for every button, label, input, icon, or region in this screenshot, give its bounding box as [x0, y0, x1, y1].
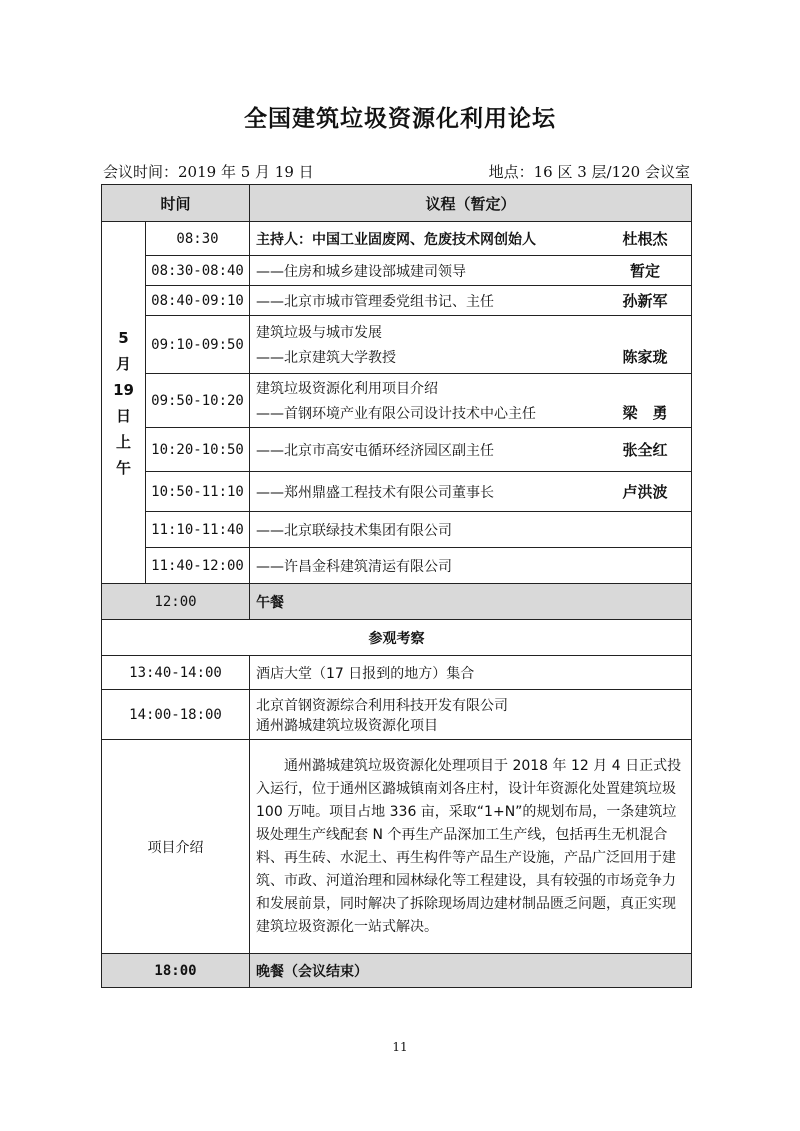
table-row — [102, 374, 692, 428]
visit-text: 通州潞城建筑垃圾资源化项目 — [256, 717, 439, 734]
row-agenda — [250, 428, 692, 472]
table-row — [102, 256, 692, 286]
row-text: ——北京联绿技术集团有限公司 — [256, 522, 453, 539]
visit-text: 酒店大堂（17 日报到的地方）集合 — [250, 656, 692, 690]
row-agenda — [250, 472, 692, 512]
header-agenda: 议程（暂定） — [250, 185, 692, 222]
header-time: 时间 — [102, 185, 250, 222]
day-label-part: 日 — [115, 406, 131, 425]
row-text: ——北京市城市管理委党组书记、主任 — [256, 293, 495, 310]
row-time: 11:10-11:40 — [146, 512, 250, 548]
row-person: 孙新军 — [622, 292, 668, 310]
row-text: ——北京建筑大学教授 — [256, 349, 397, 366]
dinner-time: 18:00 — [102, 954, 250, 988]
visit-text-cell — [250, 690, 692, 740]
intro-text: 通州潞城建筑垃圾资源化处理项目于 2018 年 12 月 4 日正式投入运行，位于通州区潞城镇南刘各庄村，设计年资源化处置建筑垃圾 100 万吨。项目占地 336 亩，采取“1+N”的规划布局，一条建筑垃圾处理生产线配套 N 个再生产品深加工生产线，包括再生无机混合料、再生砖、水泥土、再生构件等产品生产设施，产品广泛回用于建筑、市政、河道治理和园林绿化等工程建设，具有较强的市场竞争力和发展前景，同时解决了拆除现场周边建材制品匮乏问题，真正实现建筑垃圾资源化一站式解决。 — [250, 740, 692, 954]
table-row — [102, 316, 692, 374]
table-row — [102, 656, 692, 690]
document-title: 全国建筑垃圾资源化利用论坛 — [244, 106, 556, 132]
table-row — [102, 472, 692, 512]
dinner-label: 晚餐（会议结束） — [250, 954, 692, 988]
visit-time: 14:00-18:00 — [102, 690, 250, 740]
row-agenda — [250, 286, 692, 316]
table-row — [102, 512, 692, 548]
dinner-row — [102, 954, 692, 988]
day-label-part: 上 — [115, 432, 131, 451]
row-text: 主持人：中国工业固废网、危废技术网创始人 — [256, 231, 537, 248]
lunch-label: 午餐 — [250, 584, 692, 620]
row-time: 10:20-10:50 — [146, 428, 250, 472]
visit-text: 北京首钢资源综合利用科技开发有限公司 — [256, 697, 509, 714]
row-text: ——郑州鼎盛工程技术有限公司董事长 — [256, 484, 495, 501]
day-label-part: 19 — [113, 380, 134, 399]
day-label-cell — [102, 222, 146, 584]
row-time: 09:10-09:50 — [146, 316, 250, 374]
row-topic: 建筑垃圾资源化利用项目介绍 — [256, 381, 439, 397]
visit-header-row — [102, 620, 692, 656]
table-row — [102, 286, 692, 316]
row-person: 张全红 — [622, 441, 668, 459]
row-time: 08:30-08:40 — [146, 256, 250, 286]
table-row — [102, 548, 692, 584]
row-person: 梁 勇 — [622, 404, 668, 422]
table-row — [102, 428, 692, 472]
visit-time: 13:40-14:00 — [102, 656, 250, 690]
meeting-location: 地点：16 区 3 层/120 会议室 — [488, 163, 690, 181]
table-row — [102, 222, 692, 256]
row-person: 陈家珑 — [622, 348, 668, 366]
day-label-part: 月 — [115, 354, 131, 373]
meeting-time: 会议时间：2019 年 5 月 19 日 — [103, 163, 314, 181]
row-text: ——北京市高安屯循环经济园区副主任 — [256, 442, 495, 459]
lunch-row — [102, 584, 692, 620]
table-row — [102, 690, 692, 740]
row-person: 杜根杰 — [622, 230, 668, 248]
row-agenda — [250, 548, 692, 584]
row-agenda — [250, 316, 692, 374]
visit-header: 参观考察 — [102, 620, 692, 656]
row-person: 暂定 — [630, 262, 661, 280]
row-topic: 建筑垃圾与城市发展 — [256, 325, 383, 341]
intro-row — [102, 740, 692, 954]
row-time: 10:50-11:10 — [146, 472, 250, 512]
row-time: 11:40-12:00 — [146, 548, 250, 584]
row-agenda — [250, 374, 692, 428]
row-text: ——首钢环境产业有限公司设计技术中心主任 — [256, 405, 537, 422]
agenda-table — [101, 184, 692, 988]
row-time: 09:50-10:20 — [146, 374, 250, 428]
row-agenda — [250, 512, 692, 548]
row-agenda — [250, 256, 692, 286]
day-label-part: 5 — [118, 328, 129, 347]
row-text: ——许昌金科建筑清运有限公司 — [256, 558, 453, 575]
table-header-row — [102, 185, 692, 222]
row-agenda — [250, 222, 692, 256]
lunch-time: 12:00 — [102, 584, 250, 620]
day-label-part: 午 — [115, 458, 131, 477]
page-number: 11 — [392, 1040, 408, 1054]
row-time: 08:30 — [146, 222, 250, 256]
row-person: 卢洪波 — [622, 483, 668, 501]
row-time: 08:40-09:10 — [146, 286, 250, 316]
intro-label: 项目介绍 — [102, 740, 250, 954]
row-text: ——住房和城乡建设部城建司领导 — [256, 263, 467, 280]
